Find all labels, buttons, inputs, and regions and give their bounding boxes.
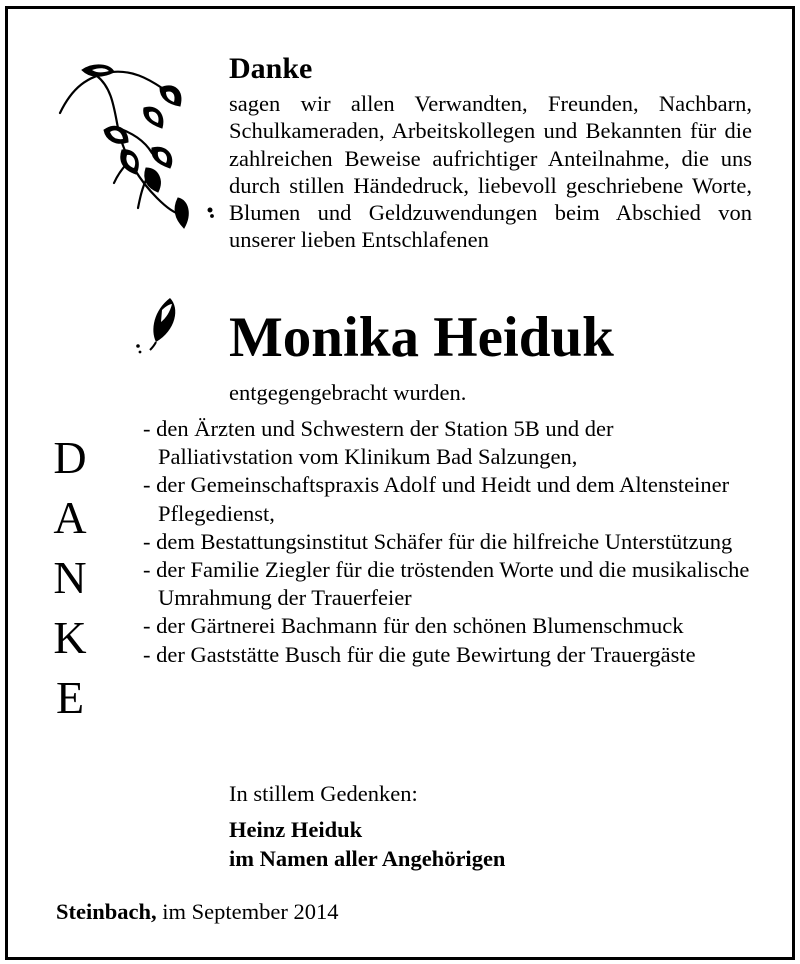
vertical-letter: N [53, 552, 87, 603]
vertical-letter: E [55, 672, 85, 723]
vertical-letter: K [53, 612, 87, 663]
list-item: - den Ärzten und Schwestern der Station 5B und der Palliativstation vom Klinikum Bad Salzungen, [143, 416, 614, 470]
birch-branch-icon [52, 58, 222, 238]
vertical-danke [46, 428, 94, 728]
closing-text: In stillem Gedenken: [229, 781, 418, 806]
date-text: im September 2014 [162, 899, 339, 924]
list-item: - dem Bestattungsinstitut Schäfer für die hilfreiche Unterstützung [143, 528, 733, 554]
list-item: - der Gärtnerei Bachmann für den schönen Blumenschmuck [143, 613, 684, 639]
after-name-text: entgegengebracht wurden. [229, 380, 467, 405]
signer-role: im Namen aller Angehörigen [229, 846, 506, 871]
signer-block [229, 815, 505, 873]
thanks-list [143, 415, 753, 669]
signer-name: Heinz Heiduk [229, 817, 363, 842]
falling-leaf-icon [128, 290, 184, 360]
place-name: Steinbach, [56, 899, 157, 924]
vertical-letter: D [53, 432, 87, 483]
list-item: - der Gaststätte Busch für die gute Bewirtung der Trauergäste [143, 641, 696, 667]
place-date [56, 898, 339, 926]
intro-text: sagen wir allen Verwandten, Freunden, Nachbarn, Schulkameraden, Arbeitskollegen und Bekannten für die zahlreichen Beweise aufrichtiger Anteilnahme, die uns durch stillen Händedruck, liebevoll geschriebene Worte, Blumen und Geldzuwendungen beim Abschied von unserer lieben Entschlafenen [229, 91, 752, 253]
deceased-name: Monika Heiduk [229, 306, 614, 369]
list-item: - der Familie Ziegler für die tröstenden Worte und die musikalische Umrahmung der Trauerfeier [143, 557, 750, 611]
vertical-letter: A [53, 492, 87, 543]
list-item: - der Gemeinschaftspraxis Adolf und Heidt und dem Altensteiner Pflegedienst, [143, 472, 730, 526]
heading-danke: Danke [229, 52, 313, 85]
